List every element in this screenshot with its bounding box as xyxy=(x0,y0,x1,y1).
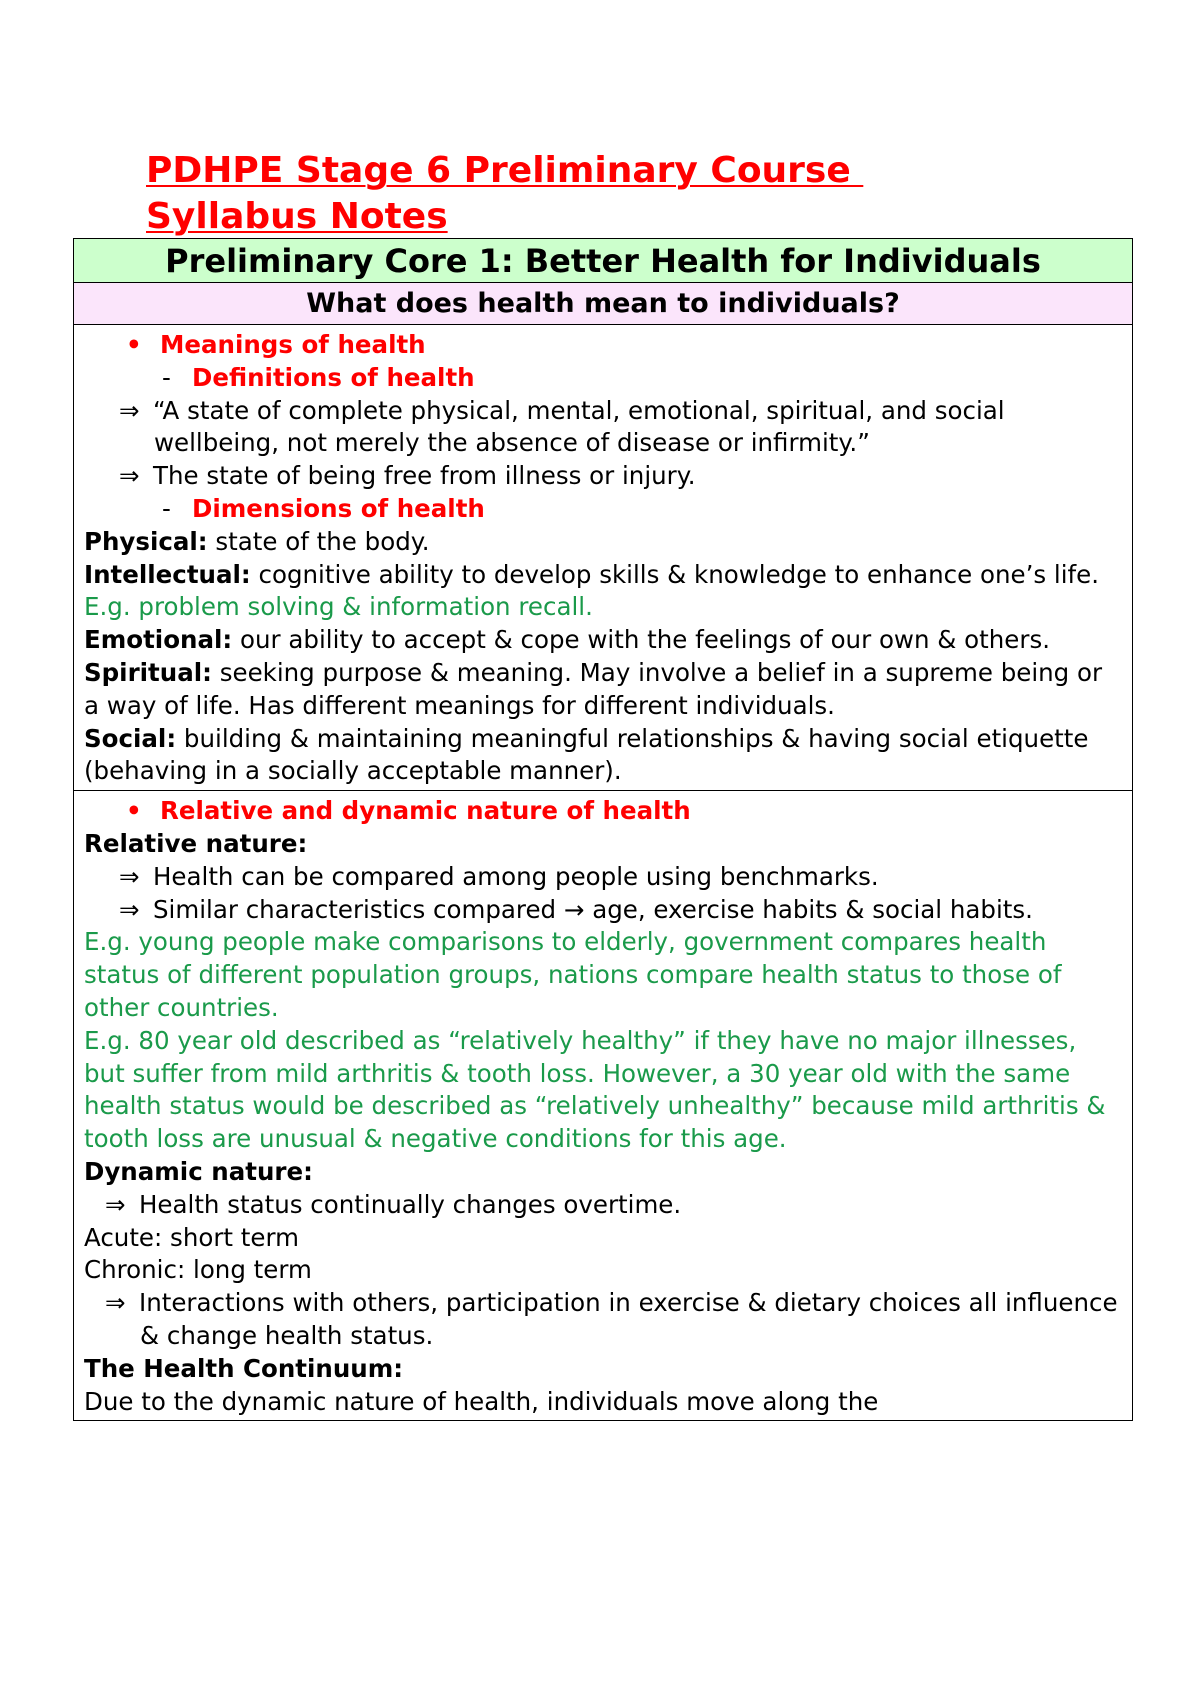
dimension-intellectual: Intellectual: cognitive ability to develop skills & knowledge to enhance one’s life. E.g. problem solving & information recall. xyxy=(84,559,1100,622)
acute-definition: Acute: short term xyxy=(84,1222,299,1252)
dimension-spiritual: Spiritual: seeking purpose & meaning. May involve a belief in a supreme being or a way of life. Has different meanings for different individuals. xyxy=(84,657,1103,720)
chronic-definition: Chronic: long term xyxy=(84,1255,312,1285)
bullet-marker: • xyxy=(126,796,142,826)
definition-item: ⇒ The state of being free from illness or injury. xyxy=(84,460,1122,493)
relative-item: ⇒ Health can be compared among people using benchmarks. xyxy=(84,861,1122,894)
subheading-dimensions: - Dimensions of health xyxy=(84,493,1122,526)
arrow-marker: ⇒ xyxy=(105,1288,126,1318)
bullet-marker: • xyxy=(126,330,142,359)
health-continuum-heading: The Health Continuum: xyxy=(84,1353,404,1383)
title-line-2: Syllabus Notes xyxy=(146,196,448,237)
relative-nature-heading: Relative nature: xyxy=(84,828,308,858)
notes-table xyxy=(73,238,1133,1421)
dimension-social: Social: building & maintaining meaningful relationships & having social etiquette (behaving in a socially acceptable manner). xyxy=(84,723,1089,786)
dynamic-item: ⇒ Health status continually changes overtime. xyxy=(84,1189,1122,1222)
dynamic-nature-heading: Dynamic nature: xyxy=(84,1156,313,1186)
arrow-marker: ⇒ xyxy=(119,861,140,891)
relative-dynamic-section xyxy=(74,791,1132,1420)
dimension-emotional: Emotional: our ability to accept & cope with the feelings of our own & others. xyxy=(84,625,1051,655)
subheading-definitions: - Definitions of health xyxy=(84,362,1122,395)
arrow-marker: ⇒ xyxy=(119,461,140,491)
dash-marker: - xyxy=(162,493,171,523)
relative-item: ⇒ Similar characteristics compared → age, exercise habits & social habits. xyxy=(84,894,1122,927)
title-line-1: PDHPE Stage 6 Preliminary Course xyxy=(146,150,864,191)
dash-marker: - xyxy=(162,362,171,392)
bullet-relative-dynamic: • Relative and dynamic nature of health xyxy=(84,795,1122,828)
bullet-meanings-of-health: • Meanings of health xyxy=(84,329,1122,362)
arrow-marker: ⇒ xyxy=(119,395,140,425)
relative-example-2: E.g. 80 year old described as “relatively healthy” if they have no major illnesses, but suffer from mild arthritis & tooth loss. However, a 30 year old with the same health status would be described as “relatively unhealthy” because mild arthritis & tooth loss are unusual & negative conditions for this age. xyxy=(84,1025,1106,1154)
definition-item: ⇒ “A state of complete physical, mental, emotional, spiritual, and social wellbeing, not merely the absence of disease or infirmity.” xyxy=(119,395,1005,458)
meanings-of-health-section xyxy=(74,325,1132,791)
arrow-marker: ⇒ xyxy=(105,1189,126,1219)
dynamic-item: ⇒ Interactions with others, participation in exercise & dietary choices all influence & change health status. xyxy=(105,1288,1118,1350)
dimension-physical: Physical: state of the body. xyxy=(84,526,430,556)
health-continuum-text: Due to the dynamic nature of health, individuals move along the xyxy=(84,1386,879,1416)
question-header: What does health mean to individuals? xyxy=(74,283,1132,325)
relative-example-1: E.g. young people make comparisons to elderly, government compares health status of different population groups, nations compare health status to those of other countries. xyxy=(84,927,1062,1022)
arrow-marker: ⇒ xyxy=(119,894,140,924)
document-title xyxy=(146,148,1046,240)
core-header: Preliminary Core 1: Better Health for Individuals xyxy=(74,239,1132,283)
